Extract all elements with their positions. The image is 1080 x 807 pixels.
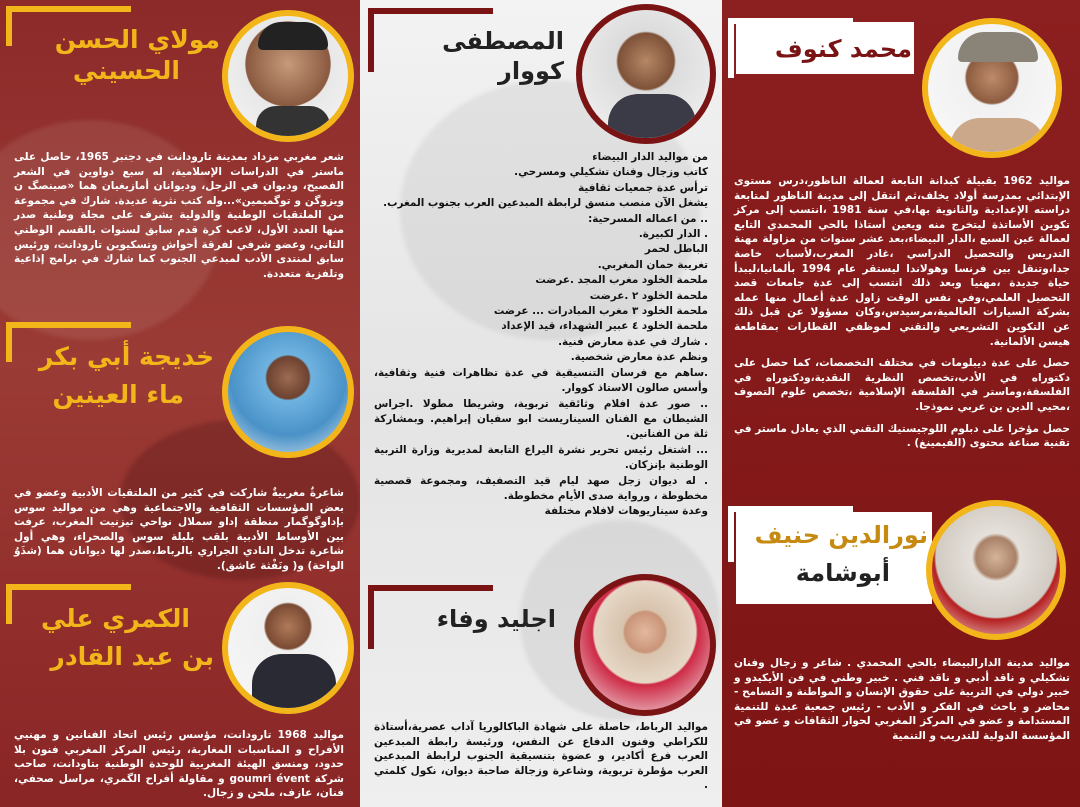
profile-name: الكمري علي بن عبد القادر — [41, 604, 214, 671]
profile-bio: مواليد 1962 بقبيلة كبدانة التابعة لعمالة الناظور،درس مستوى الإبتدائي بمدرسة أولاد يخلف،ثم انتقل إلى مدينة الناظور لمتابعة دراسته الإعدادية والثانوية بها،في سنة 1981 ،انتسب إلى مركز تكوين الأساتذة ليتخرج منه ويعين أستاذا بالحي المحمدي التابع لعمالة عين السبع ،الدار البيضاء،بعد عشر سنوات من مزاولة مهنة التدريس والتحصيل الدراسي ،غادر المغرب،لأسباب خاصة جدا،وتنقل بين فرنسا وهولاندا ليستقر عام 1994 بألمانيا،ليبدأ حياة جديدة ،مهنيا وبعد ذلك انتسب إلى عدة جامعات قصد التحصيل العلمي،وفي نفس الوقت زاول عدة أعمال منها عمله بشركة السيارات العالمية،مرسيدس،وكان مسؤولا عن قبل ذلك عن التكوين التشريعي والتقني لموظفي القطارات بمقاطعة هيسن الألمانية. حصل على عدة ديبلومات في مختلف التخصصات، كما حصل على دكتوراه في الأدب،تخصص النظرية النقدية،ودكتوراه في الفلسفة،وماستر في الفلسفة الإسلامية ،تخصص علوم التصوف ،محيي الدين بن عربي نموذجا. حصل مؤخرا على دبلوم اللوجيستيك التقني الذي يعادل ماستر في تقنية صناعة محتوى (الفيمينغ) . — [734, 175, 1070, 450]
profile-bio: من مواليد الدار البيضاء كاتب وزجال وفنان تشكيلي ومسرحي. ترأس عدة جمعيات ثقافية يشغل الآن منصب منسق لرابطة المبدعين العرب بجنوب المغرب. .. من اعماله المسرحية: . الدار لكبيرة. الباطل لحمر تغريبة حمان المغربي. ملحمة الخلود مغرب المجد .عرضت ملحمة الخلود ٢ .عرضت ملحمة الخلود ٣ مغرب المبادرات ... عرضت ملحمة الخلود ٤ عبير الشهداء، قيد الإعداد . شارك في عدة معارض فنية. ونظم عدة معارض شخصية. .ساهم مع فرسان التنسيقية في عدة تظاهرات فنية وثقافية، وأسس صالون الاستاذ كووار. .. صور عدة افلام وثائقية تربوية، وشريطا مطولا .اجراس الشيطان مع الفنان السيناريست ابو سفيان إبراهيم. وبمشاركة ثلة من الفنانين. ... اشتغل رئيس تحرير نشرة اليراع التابعة لمديرية وزارة التربية الوطنية بإنزكان. . له ديوان زجل صهد ليام قيد التصفيف، ومجموعة قصصية مخطوطة ، ورواية صدى الأيام مخطوطة. وعدة سيناريوهات لافلام مختلفة — [374, 151, 708, 518]
profile-bio: مواليد 1968 تارودانت، مؤسس رئيس اتحاد الفنانين و مهنيي الأفراح و المناسبات المغاربة، رئيس المركز المغربي فنون بلا حدود، ومنسق الهيئة المغربية للوحدة الوطنية بتاودانت، صاحب شركة goumri évent و مقاولة أفراح الگمري، مراسل صحفي، فنان، عازف، ملحن و زجال. — [14, 729, 344, 800]
profile-bio: شاعرةٌ مغربيةٌ شاركت في كثير من الملتقيات الأدبية وعضو في بعض المؤسسات الثقافية والاجتماعية وهي من مواليد سوس بإداوگوگمار منطقة إداو سملال نواحي تيزنيت المغرب، عرفت بين الأوساط الأدبية بلقب بلبلة سوس والصحراء، وهي أول شاعرة تدخل النادي الجراري بالرباط،صدر لها ديوانان هما (شذَوُ الواحة) و( ونَفْثة عاشق). — [14, 487, 344, 572]
left-column — [0, 0, 360, 807]
profile-bio: مواليد مدينة الدارالبيضاء بالحي المحمدي . شاعر و زجال وفنان تشكيلي و ناقد أدبي و ناقد فني . خبير وطني في فن الأيكيدو و خبير دولي في التربية على حقوق الإنسان و المواطنة و التسامح - محاضر و باحث في الفكر و الأدب - رئيس جمعية عبدة للتنمية المستدامة و عضو في المركز المغربي لحوار الثقافات و عضو في المؤسسة الدولية للتدريب و التنمية — [734, 657, 1070, 742]
profile-photo — [576, 4, 716, 144]
profile-photo — [574, 574, 716, 716]
profile-photo — [922, 18, 1062, 158]
profile-name: مولاي الحسن الحسيني — [54, 25, 220, 86]
profile-name: خديجة أبي بكر ماء العينين — [38, 342, 214, 409]
profile-photo — [222, 10, 354, 142]
right-column — [722, 0, 1080, 807]
profile-name: نورالدين حنيف أبوشامة — [754, 521, 928, 587]
profile-bio: شعر مغربي مزداد بمدينة تارودانت في دجنبر 1965، حاصل على ماستر في الدراسات الإسلامية، له سبع دواوين في الشعر الفصيح، وديوان في الزجل، وديوانان أمازيغيان هما «صينصگ ن ويزوگن و توگميمين»...وله كتب نثرية عديدة. شارك في مجموعة من الملتقيات الوطنية والدولية يشرف على مجلة وطنية صدر منها العدد الأول، لاعب كرة قدم سابق لسنوات بالقسم الوطني الثاني، وعضو شرفي لفرقة أحواش وتسكيوين تارودانت، ورئيس سابق لمنتدى الأدب لمبدعي الجنوب كما شارك في برامج إذاعية وتلفزية متعددة. — [14, 151, 344, 280]
profile-photo — [926, 500, 1066, 640]
profile-photo — [222, 326, 354, 458]
profile-bio: مواليد الرباط، حاصلة على شهادة الباكالوريا آداب عصرية،أستاذة للكراطي وفنون الدفاع عن النفس، ورئيسة رابطة المبدعين العرب فرع أكادير، و عضوة بتنسيقية الجنوب لرابطة المبدعين العرب مؤطرة تربوية، وشاعرة وزجالة صاحبة ديوان، نكول كلمتي . — [374, 721, 708, 792]
profile-name: اجليد وفاء — [436, 605, 556, 633]
profile-name: محمد كنوف — [774, 35, 912, 63]
profile-photo — [222, 582, 354, 714]
profile-name: المصطفى كووار — [442, 27, 564, 85]
middle-column — [360, 0, 722, 807]
